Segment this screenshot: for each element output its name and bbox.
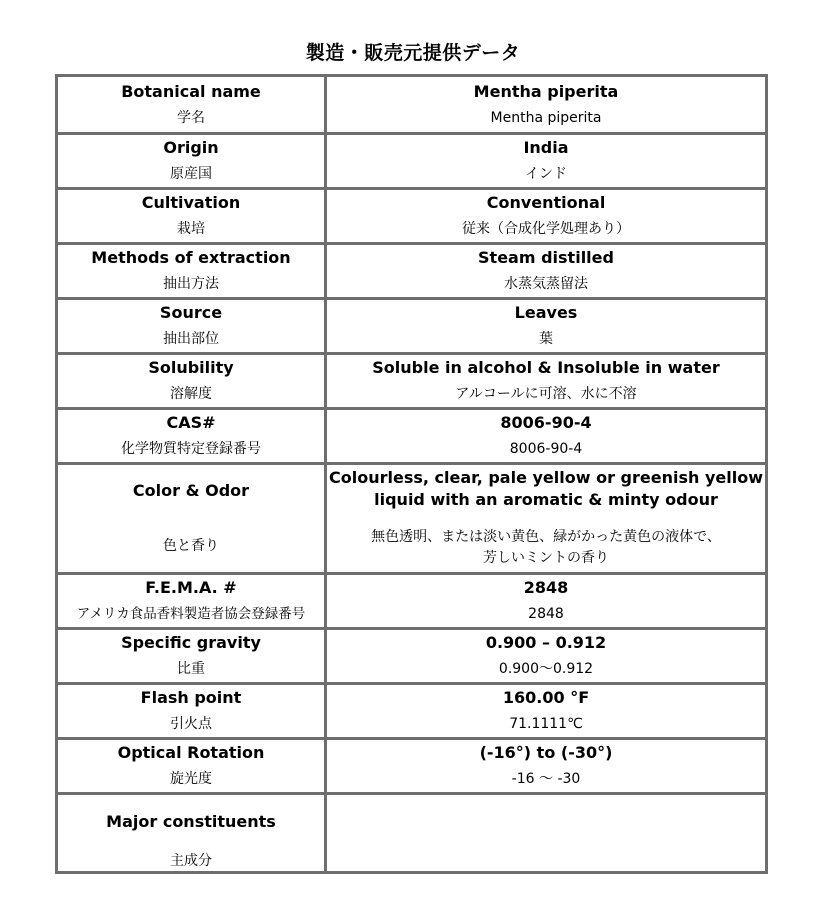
table-row bbox=[58, 352, 765, 407]
value-en: Leaves bbox=[514, 303, 578, 322]
value-en: 8006-90-4 bbox=[500, 413, 592, 432]
value-en: 0.900 – 0.912 bbox=[485, 633, 607, 652]
table-row bbox=[58, 132, 765, 187]
value-jp: Mentha piperita bbox=[490, 109, 602, 126]
value-en-line-2: liquid with an aromatic & minty odour bbox=[374, 490, 718, 509]
value-jp: 従来（合成化学処理あり） bbox=[462, 221, 630, 237]
value-en: Mentha piperita bbox=[473, 81, 619, 101]
table-row bbox=[58, 297, 765, 352]
value-en: (-16°) to (-30°) bbox=[479, 743, 613, 762]
label-en: Methods of extraction bbox=[91, 248, 291, 267]
value-jp: 71.1111℃ bbox=[509, 716, 583, 732]
label-jp: アメリカ食品香料製造者協会登録番号 bbox=[76, 606, 306, 622]
value-en: 160.00 °F bbox=[502, 688, 590, 707]
value-en: Soluble in alcohol & Insoluble in water bbox=[372, 358, 720, 377]
label-jp: 化学物質特定登録番号 bbox=[121, 441, 261, 457]
spec-table bbox=[55, 74, 768, 874]
label-jp: 抽出部位 bbox=[163, 331, 219, 347]
label-jp: 栽培 bbox=[177, 221, 205, 237]
value-en: Steam distilled bbox=[478, 248, 614, 267]
label-jp: 引火点 bbox=[170, 716, 212, 732]
table-row bbox=[58, 187, 765, 242]
label-en: Major constituents bbox=[106, 812, 276, 831]
label-en: CAS# bbox=[166, 413, 216, 432]
value-jp: インド bbox=[525, 166, 567, 182]
label-jp: 旋光度 bbox=[170, 771, 212, 787]
label-jp: 抽出方法 bbox=[163, 276, 219, 292]
label-en: Origin bbox=[163, 138, 219, 157]
label-en: Botanical name bbox=[121, 81, 261, 101]
label-jp: 溶解度 bbox=[170, 386, 212, 402]
label-en: Solubility bbox=[148, 358, 234, 377]
label-jp: 色と香り bbox=[163, 538, 219, 554]
table-row bbox=[58, 682, 765, 737]
label-en: Cultivation bbox=[141, 193, 241, 212]
table-row bbox=[58, 627, 765, 682]
value-jp-line-1: 無色透明、または淡い黄色、緑がかった黄色の液体で、 bbox=[371, 529, 721, 545]
label-en: Color & Odor bbox=[132, 481, 250, 500]
value-en: Conventional bbox=[486, 193, 606, 212]
label-en: Specific gravity bbox=[121, 633, 261, 652]
value-cell-empty bbox=[327, 795, 765, 871]
table-row bbox=[58, 242, 765, 297]
value-jp: 葉 bbox=[539, 331, 553, 347]
label-en: Flash point bbox=[140, 688, 242, 707]
value-jp: アルコールに可溶、水に不溶 bbox=[455, 386, 637, 402]
value-jp: 8006-90-4 bbox=[509, 441, 583, 457]
value-en: 2848 bbox=[523, 578, 569, 597]
table-row bbox=[58, 77, 765, 132]
table-row bbox=[58, 737, 765, 792]
label-en: Optical Rotation bbox=[117, 743, 265, 762]
page-title: 製造・販売元提供データ bbox=[305, 42, 521, 64]
value-jp-line-2: 芳しいミントの香り bbox=[483, 550, 609, 566]
label-en: Source bbox=[159, 303, 223, 322]
label-jp: 原産国 bbox=[170, 166, 212, 182]
table-row bbox=[58, 407, 765, 462]
value-en-line-1: Colourless, clear, pale yellow or greenish yellow bbox=[329, 468, 763, 487]
label-jp: 学名 bbox=[177, 109, 205, 126]
table-row bbox=[58, 572, 765, 627]
label-jp: 比重 bbox=[177, 661, 205, 677]
value-jp: -16 ～ -30 bbox=[511, 771, 581, 787]
value-jp: 水蒸気蒸留法 bbox=[504, 276, 588, 292]
label-en: F.E.M.A. # bbox=[145, 578, 237, 597]
table-row bbox=[58, 792, 765, 871]
value-en: India bbox=[523, 138, 569, 157]
value-jp: 0.900～0.912 bbox=[498, 661, 594, 677]
label-jp: 主成分 bbox=[170, 853, 212, 869]
value-jp: 2848 bbox=[528, 606, 564, 622]
table-row bbox=[58, 462, 765, 572]
